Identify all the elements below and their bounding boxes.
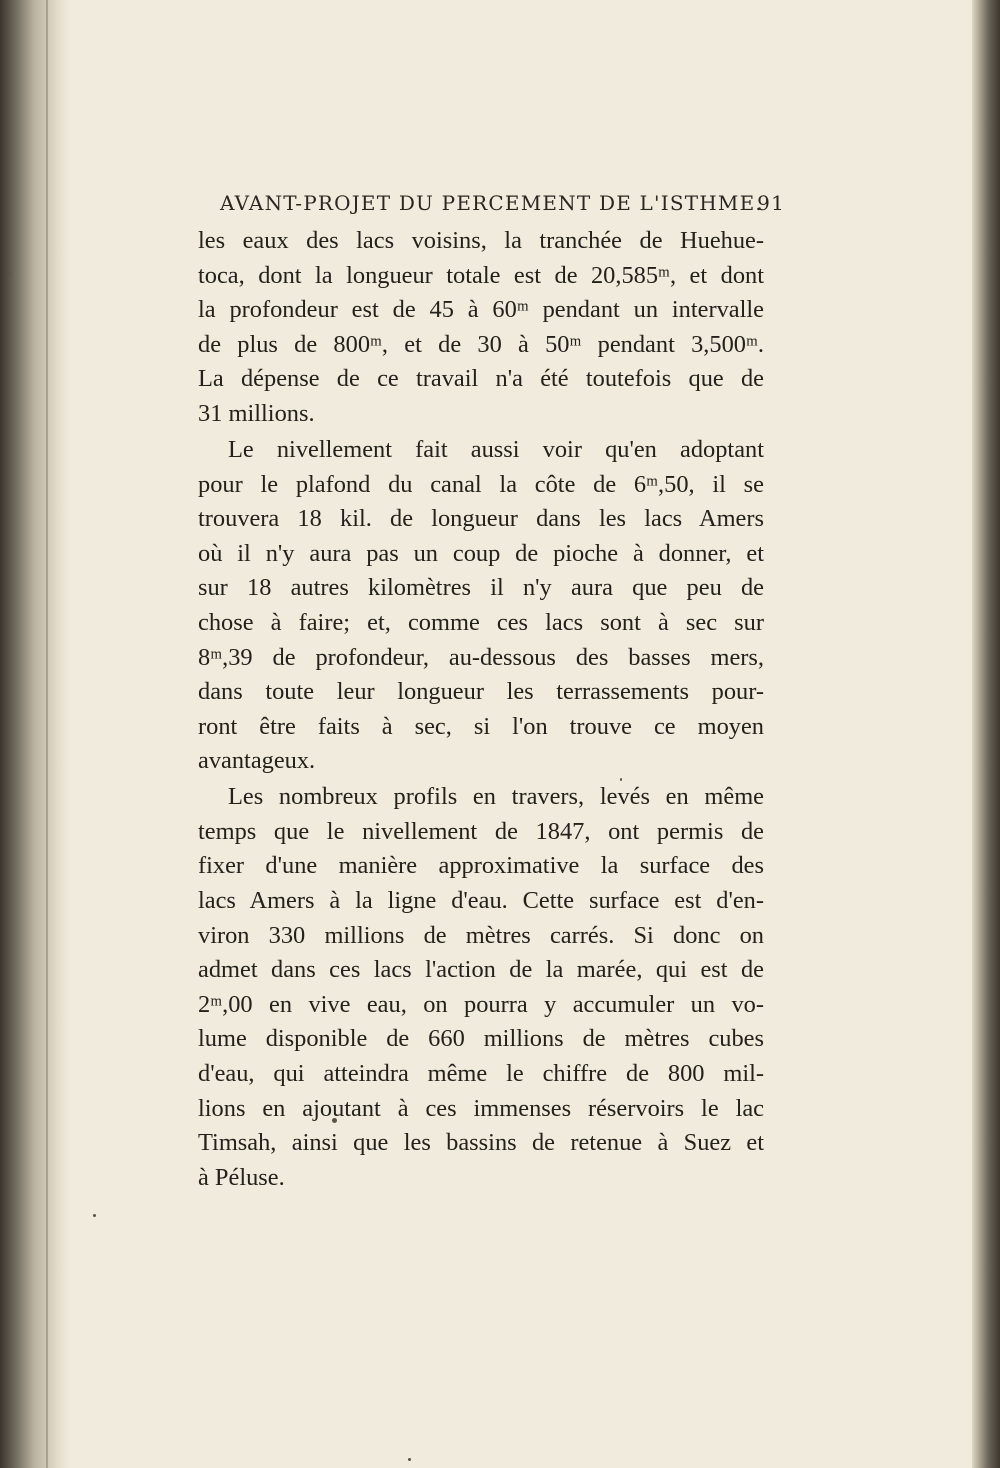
text-line: à Péluse. bbox=[198, 1163, 285, 1191]
text-line: La dépense de ce travail n'a été toutefois que de bbox=[198, 365, 764, 393]
text-line: lume disponible de 660 millions de mètres cubes bbox=[198, 1025, 764, 1053]
text-line: 2ᵐ,00 en vive eau, on pourra y accumuler un vo- bbox=[198, 990, 764, 1018]
paragraph bbox=[198, 433, 764, 779]
text-line: pour le plafond du canal la côte de 6ᵐ,50, il se bbox=[198, 470, 764, 498]
text-line: fixer d'une manière approximative la surface des bbox=[198, 852, 764, 880]
text-line: Timsah, ainsi que les bassins de retenue à Suez et bbox=[198, 1129, 764, 1157]
running-head bbox=[220, 187, 785, 223]
text-line: temps que le nivellement de 1847, ont permis de bbox=[198, 817, 764, 845]
text-line: ront être faits à sec, si l'on trouve ce moyen bbox=[198, 712, 764, 740]
text-line: avantageux. bbox=[198, 747, 316, 775]
paper-speck bbox=[8, 272, 11, 275]
text-line: où il n'y aura pas un coup de pioche à donner, et bbox=[198, 539, 764, 567]
body-text bbox=[198, 224, 764, 1197]
text-line: chose à faire; et, comme ces lacs sont à sec sur bbox=[198, 608, 764, 636]
text-line: Le nivellement fait aussi voir qu'en adoptant bbox=[228, 435, 764, 463]
paper-speck bbox=[408, 1458, 411, 1461]
paper-speck bbox=[93, 1214, 96, 1217]
binding-gutter bbox=[0, 0, 70, 1468]
text-line: admet dans ces lacs l'action de la marée, qui est de bbox=[198, 956, 764, 984]
page-number: 91 bbox=[757, 191, 785, 215]
gutter-fold-line bbox=[46, 0, 48, 1468]
text-line: toca, dont la longueur totale est de 20,585ᵐ, et dont bbox=[198, 261, 764, 289]
text-line: sur 18 autres kilomètres il n'y aura que peu de bbox=[198, 574, 764, 602]
text-line: dans toute leur longueur les terrassements pour- bbox=[198, 678, 764, 706]
paragraph bbox=[198, 224, 764, 432]
text-line: Les nombreux profils en travers, levés en même bbox=[228, 783, 764, 811]
text-line: lacs Amers à la ligne d'eau. Cette surface est d'en- bbox=[198, 887, 764, 915]
text-line: d'eau, qui atteindra même le chiffre de 800 mil- bbox=[198, 1060, 764, 1088]
text-line: 8ᵐ,39 de profondeur, au-dessous des basses mers, bbox=[198, 643, 764, 671]
paragraph bbox=[198, 780, 764, 1195]
text-line: 31 millions. bbox=[198, 399, 315, 427]
text-line: trouvera 18 kil. de longueur dans les lacs Amers bbox=[198, 505, 764, 533]
page-edge-shadow bbox=[972, 0, 1000, 1468]
text-line: les eaux des lacs voisins, la tranchée de Huehue- bbox=[198, 227, 764, 254]
text-line: la profondeur est de 45 à 60ᵐ pendant un intervalle bbox=[198, 296, 764, 324]
text-line: viron 330 millions de mètres carrés. Si donc on bbox=[198, 921, 764, 949]
running-head-title: AVANT-PROJET DU PERCEMENT DE L'ISTHME. bbox=[220, 191, 763, 215]
text-line: lions en ajoutant à ces immenses réservoirs le lac bbox=[198, 1094, 764, 1122]
text-line: de plus de 800ᵐ, et de 30 à 50ᵐ pendant 3,500ᵐ. bbox=[198, 330, 764, 358]
